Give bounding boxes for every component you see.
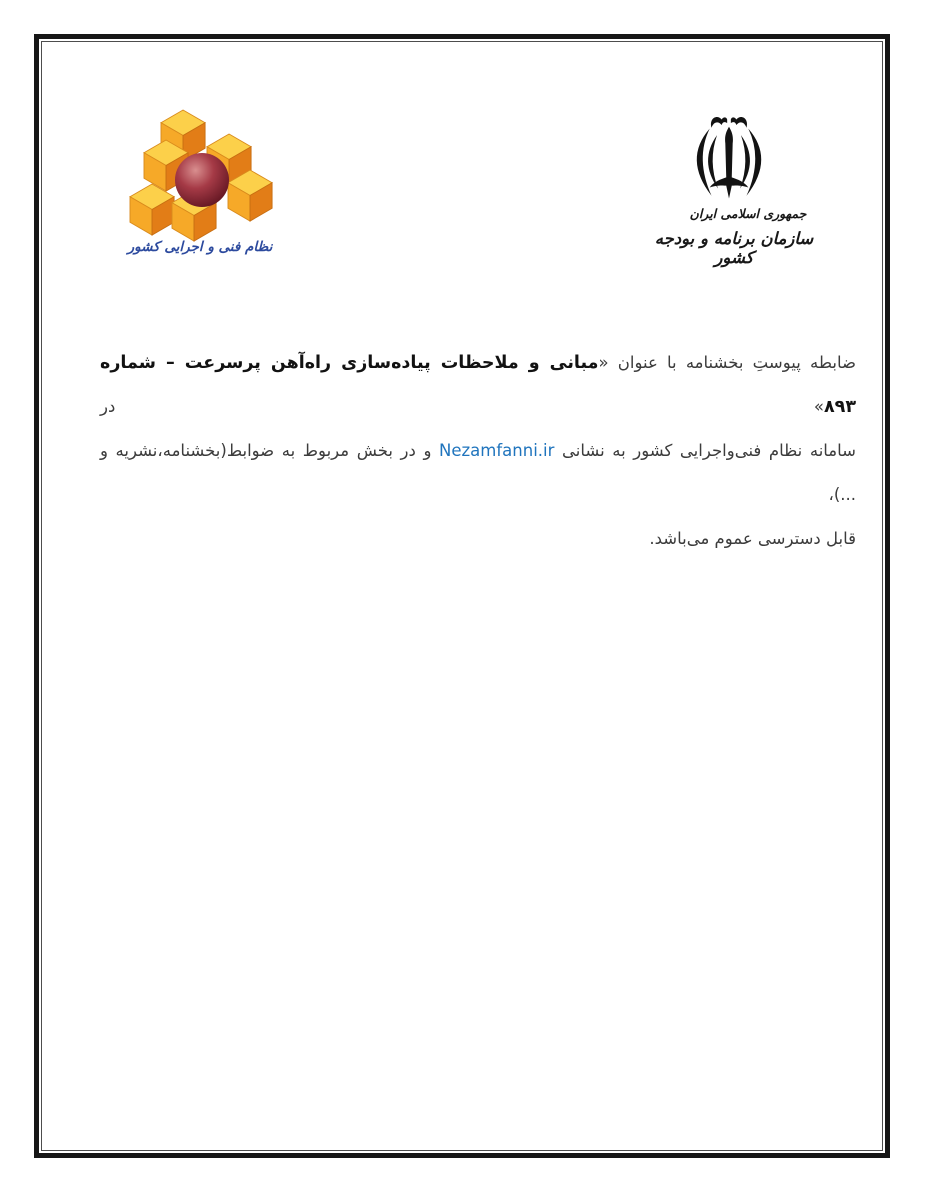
notice-line1-post: » در: [100, 397, 824, 416]
iran-emblem-icon: [683, 112, 775, 206]
logo-sphere: [175, 153, 229, 207]
notice-line2-pre: سامانه نظام فنی‌واجرایی کشور به نشانی: [554, 441, 856, 460]
notice-line1-pre: ضابطه پیوستِ بخشنامه با عنوان «: [598, 353, 857, 372]
circular-notice-paragraph: [100, 341, 856, 561]
notice-line-2: [100, 429, 856, 517]
nezamfanni-cubes-logo-icon: [128, 108, 276, 244]
nezamfanni-logo-caption: نظام فنی و اجرایی کشور: [127, 239, 273, 255]
notice-line-3: [100, 517, 856, 561]
emblem-caption-organization: سازمان برنامه و بودجه کشور: [654, 229, 814, 267]
emblem-caption-republic: جمهوری اسلامی ایران: [689, 206, 807, 221]
notice-line3-text: قابل دسترسی عموم می‌باشد.: [649, 529, 856, 548]
directive-title-bold: مبانی و ملاحظات پیاده‌سازی راه‌آهن پرسرعت – شماره ۸۹۳: [100, 353, 856, 417]
notice-line-1: [100, 341, 856, 429]
nezamfanni-link[interactable]: Nezamfanni.ir: [439, 441, 555, 460]
notice-line2-post: و در بخش مربوط به ضوابط(بخشنامه،نشریه و ...)،: [100, 441, 856, 504]
